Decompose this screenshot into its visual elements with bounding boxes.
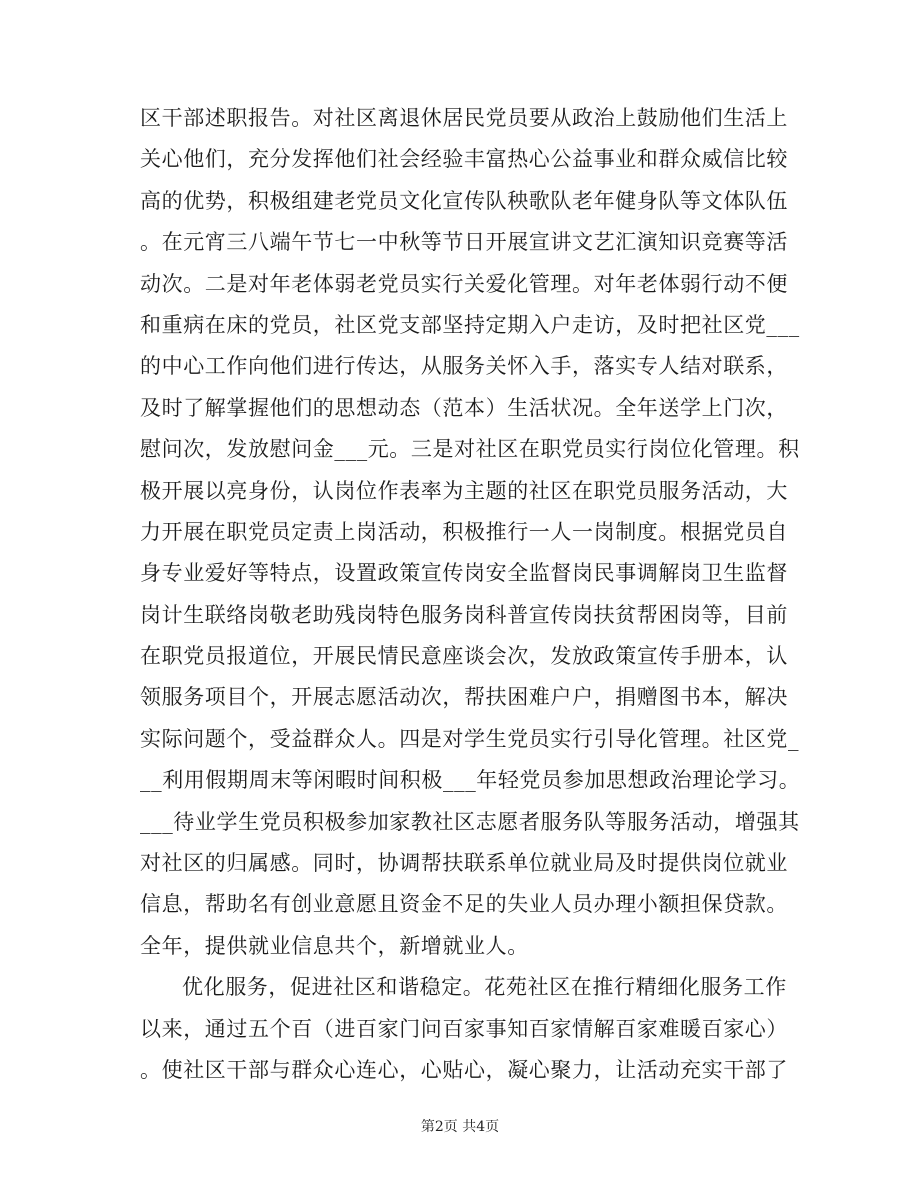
text-line: 。使社区干部与群众心连心，心贴心，凝心聚力，让活动充实干部了: [140, 1057, 788, 1082]
text-line: 慰问次，发放慰问金___元。三是对社区在职党员实行岗位化管理。积: [140, 437, 800, 462]
text-line: 高的优势，积极组建老党员文化宣传队秧歌队老年健身队等文体队伍: [140, 188, 788, 213]
text-line: 极开展以亮身份，认岗位作表率为主题的社区在职党员服务活动，大: [140, 478, 788, 503]
text-line: 全年，提供就业信息共个，新增就业人。: [140, 933, 529, 958]
text-line: 的中心工作向他们进行传达，从服务关怀入手，落实专人结对联系，: [140, 354, 788, 379]
text-line: __利用假期周末等闲暇时间积极___年轻党员参加思想政治理论学习。: [140, 768, 801, 793]
paragraph-start-line: 优化服务，促进社区和谐稳定。花苑社区在推行精细化服务工作: [182, 975, 787, 1000]
text-line: 对社区的归属感。同时，协调帮扶联系单位就业局及时提供岗位就业: [140, 851, 788, 876]
text-line: 力开展在职党员定责上岗活动，积极推行一人一岗制度。根据党员自: [140, 519, 788, 544]
document-body: [140, 98, 801, 1091]
text-line: 动次。二是对年老体弱老党员实行关爱化管理。对年老体弱行动不便: [140, 271, 788, 296]
text-line: 及时了解掌握他们的思想动态（范本）生活状况。全年送学上门次，: [140, 395, 788, 420]
text-line: 身专业爱好等特点，设置政策宣传岗安全监督岗民事调解岗卫生监督: [140, 561, 788, 586]
text-line: 实际问题个，受益群众人。四是对学生党员实行引导化管理。社区党_: [140, 726, 800, 751]
text-line: 岗计生联络岗敬老助残岗特色服务岗科普宣传岗扶贫帮困岗等，目前: [140, 602, 788, 627]
text-line: 区干部述职报告。对社区离退休居民党员要从政治上鼓励他们生活上: [140, 106, 788, 130]
text-line: 和重病在床的党员，社区党支部坚持定期入户走访，及时把社区党___: [140, 312, 800, 337]
text-line: 信息，帮助名有创业意愿且资金不足的失业人员办理小额担保贷款。: [140, 892, 788, 917]
text-line: 。在元宵三八端午节七一中秋等节日开展宣讲文艺汇演知识竞赛等活: [140, 230, 788, 255]
text-line: 以来，通过五个百（进百家门问百家事知百家情解百家难暖百家心）: [140, 1016, 788, 1041]
text-line: 关心他们，充分发挥他们社会经验丰富热心公益事业和群众威信比较: [140, 147, 788, 172]
text-line: 在职党员报道位，开展民情民意座谈会次，发放政策宣传手册本，认: [140, 644, 788, 669]
page-number-footer: 第2页 共4页: [420, 1119, 500, 1135]
text-line: 领服务项目个，开展志愿活动次，帮扶困难户户，捐赠图书本，解决: [140, 685, 788, 710]
text-line: ___待业学生党员积极参加家教社区志愿者服务队等服务活动，增强其: [140, 809, 800, 834]
